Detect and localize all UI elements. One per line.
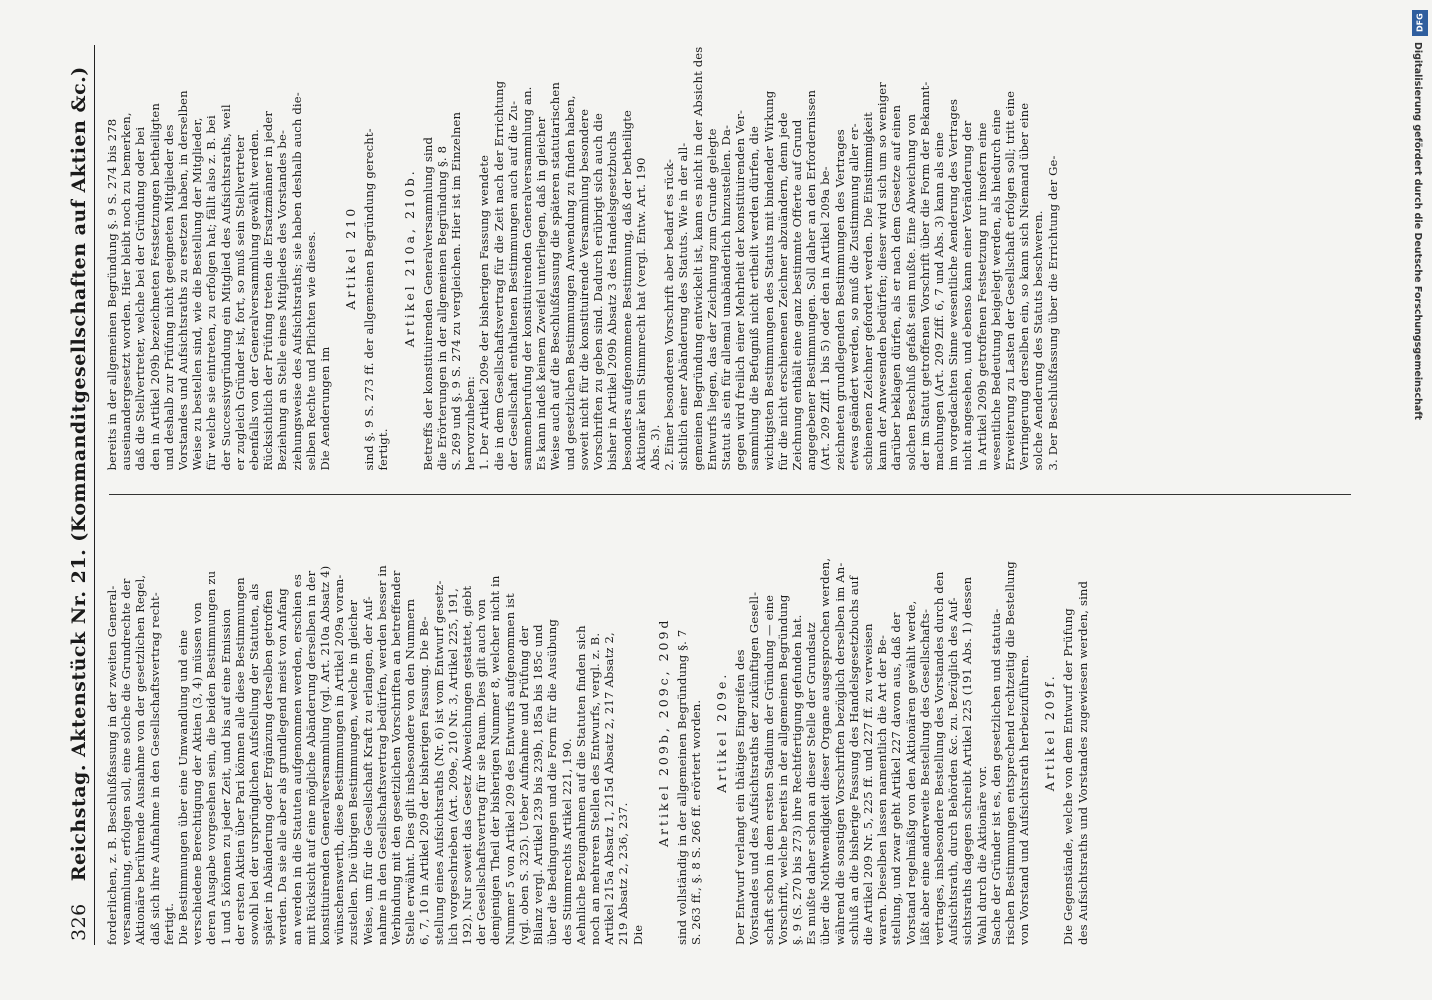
text-line: er zugleich Gründer ist, fort, so muß sein Stellvertreter bbox=[232, 135, 247, 471]
text-line: sind §. 9 S. 273 ff. der allgemeinen Begründung gerecht- bbox=[362, 128, 377, 471]
text-line: Es kann indeß keinem Zweifel unterliegen, daß in gleicher bbox=[534, 116, 549, 471]
text-line: Erweiterung zu Lasten der Gesellschaft erfolgen soll; tritt eine bbox=[1002, 90, 1017, 471]
text-line: Die Bestimmungen über eine Umwandlung und eine bbox=[176, 629, 191, 945]
article-heading: Artikel 209b, 209c, 209d bbox=[655, 617, 671, 847]
text-line: und deshalb zur Prüfung nicht geeigneten Mitglieder des bbox=[161, 124, 176, 471]
text-line: Vorstandes und des Aufsichtsraths der zukünftigen Gesell- bbox=[747, 591, 762, 945]
paragraph-spacer bbox=[391, 45, 397, 471]
digitization-note: Digitalisierung gefördert durch die Deutsche Forschungsgemeinschaft bbox=[1412, 42, 1423, 420]
text-line: Vorschrift, welche bereits in der allgemeinen Begründung bbox=[775, 594, 790, 945]
text-line: Bilanz vergl. Artikel 239 bis 239b, 185a bis 185c und bbox=[531, 624, 546, 945]
text-line: sind vollständig in der allgemeinen Begründung §. 7 bbox=[674, 629, 689, 945]
text-line: daß die Stellvertreter, welche bei der Gründung oder bei bbox=[133, 126, 148, 471]
text-line: über die Bedingungen und die Form für die Ausübung bbox=[545, 619, 560, 945]
text-line: schluß an die bisherige Fassung des Handelsgesetzbuchs auf bbox=[846, 575, 861, 945]
page-number: 326 bbox=[68, 903, 90, 941]
text-line: Verbindung mit den gesetzlichen Vorschriften an betreffender bbox=[389, 570, 404, 945]
text-line: Weise zu bestellen sind, wie die Bestellung der Mitglieder, bbox=[190, 117, 205, 471]
text-line: versammlung, erfolgen soll, eine solche die Grundrechte der bbox=[119, 578, 134, 945]
text-line: läßt aber eine anderweite Bestellung des Gesellschafts- bbox=[917, 608, 932, 945]
text-line: bisher in Artikel 209b Absatz 3 des Handelsgesetzbuchs bbox=[605, 130, 620, 471]
text-line: wesentliche Bedeutung beigelegt werden, als hiedurch eine bbox=[988, 109, 1003, 471]
text-line: mit Rücksicht auf eine mögliche Abänderung derselben in der bbox=[303, 570, 318, 945]
digitization-sidebar bbox=[1412, 10, 1428, 1000]
text-line: S. 269 und §. 9 S. 274 zu vergleichen. Hier ist im Einzelnen bbox=[449, 111, 464, 471]
text-line: etwas geändert werden, so muß die Zustimmung aller er- bbox=[846, 123, 861, 471]
text-line: Beziehung an Stelle eines Mitgliedes des Vorstandes be- bbox=[275, 129, 290, 471]
text-line: schaft schon in dem ersten Stadium der Gründung — eine bbox=[761, 594, 776, 945]
text-line: Entwurfs liegen, das der Zeichnung zum Grunde gelegte bbox=[704, 128, 719, 471]
text-line: den in Artikel 209b bezeichneten Festsetzungen betheiligten bbox=[147, 103, 162, 471]
text-line: 219 Absatz 2, 236, 237. bbox=[616, 802, 631, 945]
text-line: forderlichen, z. B. Beschlußfassung in der zweiten General- bbox=[105, 585, 119, 945]
text-line: und gesetzlichen Bestimmungen Anwendung zu finden haben, bbox=[562, 95, 577, 471]
text-line: verschiedene Berechtigung der Aktien (3, 4) müssen von bbox=[190, 602, 205, 945]
header-title: Reichstag. Aktenstück Nr. 21. (Kommanditgesellschaften auf Aktien &c.) bbox=[68, 66, 90, 882]
text-line: für welche sie eintreten, zu erfolgen hat; fällt also z. B. bei bbox=[204, 115, 219, 471]
text-line: gegen wird freilich einer Mehrheit der konstituirenden Ver- bbox=[733, 109, 748, 471]
text-line: 6, 7, 10 in Artikel 209 der bisherigen Fassung. Die Be- bbox=[417, 616, 432, 945]
article-heading: Artikel 209f. bbox=[1042, 673, 1058, 792]
text-line: daß sich ihre Aufnahme in den Gesellschaftsvertrag recht- bbox=[147, 592, 162, 945]
paragraph-spacer bbox=[645, 520, 651, 946]
text-line: der Gesellschaft enthaltenen Bestimmungen auch auf die Zu- bbox=[505, 100, 520, 471]
text-line: für die nicht erschienenen Zeichner abzuändern, denn jede bbox=[775, 112, 790, 471]
text-line: in Artikel 209b getroffenen Festsetzung nur insofern eine bbox=[974, 122, 989, 471]
text-line: Die bbox=[630, 924, 645, 945]
paragraph-spacer bbox=[703, 520, 709, 946]
text-line: Betreffs der konstituirenden Generalversammlung sind bbox=[420, 136, 435, 471]
text-line: Aktionäre berührende Ausnahme von der gesetzlichen Regel, bbox=[133, 574, 148, 945]
text-line: 1. Der Artikel 209e der bisherigen Fassung wendete bbox=[477, 154, 492, 471]
text-line: 3. Der Beschlußfassung über die Errichtung der Ge- bbox=[1045, 155, 1060, 471]
text-line: zustellen. Die übrigen Bestimmungen, welche in gleicher bbox=[346, 599, 361, 945]
text-line: demjenigen Theil der bisherigen Nummer 8, welcher nicht in bbox=[488, 575, 503, 945]
text-line: sowohl bei der ursprünglichen Aufstellung der Statuten, als bbox=[247, 583, 262, 945]
paragraph-spacer bbox=[332, 45, 338, 471]
text-line: nicht angesehen, und ebenso kann einer Veränderung der bbox=[960, 120, 975, 471]
text-line: auseinandergesetzt worden. Hier bleibt noch zu bemerken, bbox=[119, 112, 134, 471]
text-line: Es mußte daher schon an dieser Stelle der Grundsatz bbox=[804, 622, 819, 945]
text-line: Sache der Gründer ist es, den gesetzlichen und statuta- bbox=[988, 608, 1003, 945]
text-line: Statut als ein für allemal unabänderlich hinzustellen. Da- bbox=[718, 124, 733, 471]
text-line: zeichneten grundlegenden Bestimmungen des Vertrages bbox=[832, 129, 847, 471]
article-heading: Artikel 210 bbox=[343, 205, 359, 310]
text-line: Die Aenderungen im bbox=[318, 346, 333, 471]
text-line: solchen Beschluß gefaßt sein mußte. Eine Abweichung von bbox=[903, 113, 918, 471]
text-line: gemeinen Begründung entwickelt ist, kann es nicht in der Absicht des bbox=[690, 46, 705, 471]
text-line: Aehnliche Bezugnahmen auf die Statuten finden sich bbox=[573, 625, 588, 945]
text-line: Weise auch auf die Beschlußfassung die späteren statutarischen bbox=[548, 82, 563, 471]
text-line: 1 und 5 können zu jeder Zeit, und bis auf eine Emission bbox=[218, 608, 233, 945]
text-line: soweit nicht für die konstituirende Versammlung besondere bbox=[576, 108, 591, 471]
right-column bbox=[105, 45, 1355, 471]
left-column bbox=[105, 520, 1355, 946]
text-line: Weise, um für die Gesellschaft Kraft zu erlangen, der Auf- bbox=[360, 596, 375, 945]
article-heading: Artikel 210a, 210b. bbox=[401, 168, 417, 348]
text-line: 2. Einer besonderen Vorschrift aber bedarf es rück- bbox=[662, 158, 677, 471]
text-line: Stelle erwähnt. Dies gilt insbesondere von den Nummern bbox=[403, 598, 418, 945]
text-line: Der Entwurf verlangt ein thätiges Eingreifen des bbox=[733, 649, 748, 945]
text-line: (vgl. oben S. 325). Ueber Aufnahme und Prüfung der bbox=[516, 625, 531, 945]
text-line: der Successivgründung ein Mitglied des Aufsichtsraths, weil bbox=[218, 104, 233, 471]
text-line: wichtigsten Bestimmungen des Statuts mit bindender Wirkung bbox=[761, 90, 776, 471]
text-line: sichtsraths dagegen schreibt Artikel 225 (191 Abs. 1) dessen bbox=[960, 576, 975, 945]
text-line: später in Abänderung oder Ergänzung derselben getroffen bbox=[261, 590, 276, 945]
text-line: lich vorgeschrieben (Art. 209e, 210 Nr. 3, Artikel 225, 191, bbox=[445, 588, 460, 945]
text-line: deren Ausgabe vorgesehen sein, die beiden Bestimmungen zu bbox=[204, 570, 219, 945]
text-line: die Artikel 209 Nr. 5, 225 ff. und 227 ff. zu verweisen bbox=[860, 623, 875, 945]
text-line: besonders aufgenommene Bestimmung, daß der betheiligte bbox=[619, 109, 634, 471]
text-line: stellung, und zwar geht Artikel 227 davon aus, daß der bbox=[889, 612, 904, 945]
text-line: während die sonstigen Vorschriften bezüglich derselben im An- bbox=[832, 562, 847, 945]
text-line: selben Rechte und Pflichten wie dieses. bbox=[303, 231, 318, 471]
text-line: Aufsichtsrath, durch Behörden &c. zu. Bezüglich des Auf- bbox=[946, 597, 961, 945]
text-line: sammenberufung der konstituirenden Generalversammlung an. bbox=[520, 86, 535, 471]
text-line: kann der Anwesenden bedürfen; dieser wird sich um so weniger bbox=[875, 82, 890, 471]
text-line: waren. Dieselben lassen namentlich die Art der Be- bbox=[875, 634, 890, 945]
text-line: ziehungsweise des Aufsichtsraths; sie haben deshalb auch die- bbox=[289, 92, 304, 471]
text-line: wünschenswerth, diese Bestimmungen in Artikel 209a voran- bbox=[332, 574, 347, 945]
paragraph-spacer bbox=[1031, 520, 1037, 946]
text-line: stellung eines Aufsichtsraths (Nr. 6) ist vom Entwurf gesetz- bbox=[431, 580, 446, 945]
text-line: Nummer 5 von Artikel 209 des Entwurfs aufgenommen ist bbox=[502, 593, 517, 945]
text-line: sichtlich einer Abänderung des Statuts. Wie in der all- bbox=[676, 142, 691, 471]
text-line: Artikel 215a Absatz 1, 215d Absatz 2, 217 Absatz 2, bbox=[602, 632, 617, 945]
text-line: rischen Bestimmungen entsprechend rechtzeitig die Bestellung bbox=[1002, 561, 1017, 945]
text-line: fertigt. bbox=[161, 902, 176, 945]
text-line: Verringerung derselben ein, so kann sich Niemand über eine bbox=[1017, 102, 1032, 471]
text-line: sammlung die Befugniß nicht ertheilt werden dürfen, die bbox=[747, 126, 762, 471]
text-line: Rücksichtlich der Prüfung treten die Ersatzmänner in jeder bbox=[261, 110, 276, 471]
text-line: der im Statut getroffenen Vorschrift über die Form der Bekannt- bbox=[917, 81, 932, 471]
text-line: Vorstandes und Aufsichtsraths zu ersetzen haben, in derselben bbox=[176, 90, 191, 471]
text-line: schienenen Zeichner gefordert werden. Die Einstimmigkeit bbox=[860, 112, 875, 471]
text-line: Vorstand regelmäßig von den Aktionären gewählt werde, bbox=[903, 600, 918, 945]
text-line: die Erörterungen in der allgemeinen Begründung §. 8 bbox=[434, 145, 449, 471]
text-line: 192). Nur soweit das Gesetz Abweichungen gestattet, giebt bbox=[460, 585, 475, 945]
text-line: der ersten Aktien über Pari können alle diese Bestimmungen bbox=[232, 577, 247, 945]
text-line: Wahl durch die Aktionäre vor. bbox=[974, 765, 989, 945]
text-line: die in dem Gesellschaftsvertrag für die Zeit nach der Errichtung bbox=[491, 80, 506, 471]
text-line: Abs. 3). bbox=[647, 424, 662, 471]
text-line: Aktionär kein Stimmrecht hat (vergl. Entw. Art. 190 bbox=[633, 157, 648, 471]
text-line: angegebener Bestimmungen. Soll daher an den Erfordernissen bbox=[804, 89, 819, 471]
column-divider bbox=[109, 495, 1351, 496]
text-line: des Stimmrechts Artikel 221, 190. bbox=[559, 738, 574, 945]
dfg-logo-icon: DFG bbox=[1412, 10, 1428, 36]
text-columns bbox=[95, 45, 1355, 945]
text-line: im vorgedachten Sinne wesentliche Aenderung des Vertrages bbox=[946, 98, 961, 471]
document-page bbox=[50, 45, 1370, 945]
text-line: über die Nothwendigkeit dieser Organe ausgesprochen werden, bbox=[818, 557, 833, 945]
text-line: darüber beklagen dürfen, als er nach dem Gesetze auf einen bbox=[889, 104, 904, 471]
text-line: ebenfalls von der Generalversammlung gewählt werden. bbox=[247, 129, 262, 471]
text-line: §. 9 (S. 270 bis 273) ihre Rechtfertigung gefunden hat. bbox=[789, 614, 804, 945]
text-line: solche Aenderung des Statuts beschweren. bbox=[1031, 210, 1046, 471]
text-line: hervorzuheben: bbox=[463, 375, 478, 471]
running-header bbox=[50, 45, 95, 945]
text-line: noch an mehreren Stellen des Entwurfs, vergl. z. B. bbox=[587, 632, 602, 945]
text-line: an werden in die Statuten aufgenommen werden, erschien es bbox=[289, 574, 304, 945]
text-line: Zeichnung enthält eine ganz bestimmte Offerte auf Grund bbox=[789, 119, 804, 471]
text-line: fertigt. bbox=[376, 428, 391, 471]
text-line: Die Gegenstände, welche von dem Entwurf der Prüfung bbox=[1061, 608, 1076, 945]
text-line: der Gesellschaftsvertrag für sie Raum. Dies gilt auch von bbox=[474, 599, 489, 945]
text-line: von Vorstand und Aufsichtsrath herbeizuführen. bbox=[1017, 654, 1032, 945]
article-heading: Artikel 209e. bbox=[714, 671, 730, 793]
text-line: vertrages, insbesondere Bestellung des Vorstandes durch den bbox=[931, 571, 946, 945]
text-line: Vorschriften zu geben sind. Dadurch erübrigt sich auch die bbox=[591, 113, 606, 471]
text-line: werden. Da sie alle aber als grundlegend meist von Anfang bbox=[275, 588, 290, 945]
text-line: des Aufsichtsraths und Vorstandes zugewiesen werden, sind bbox=[1075, 580, 1090, 945]
text-line: konstituirenden Generalversammlung (vgl. Art. 210a Absatz 4) bbox=[318, 565, 333, 945]
text-line: (Art. 209 Ziff. 1 bis 5) oder den in Artikel 209a be- bbox=[818, 166, 833, 471]
text-line: S. 263 ff., §. 8 S. 266 ff. erörtert worden. bbox=[688, 699, 703, 945]
text-line: bereits in der allgemeinen Begründung §. 9 S. 274 bis 278 bbox=[105, 118, 119, 471]
text-line: nahme in den Gesellschaftsvertrag bedürfen, werden besser in bbox=[374, 565, 389, 945]
text-line: machungen (Art. 209 Ziff. 6, 7 und Abs. 3) kann als eine bbox=[931, 132, 946, 471]
